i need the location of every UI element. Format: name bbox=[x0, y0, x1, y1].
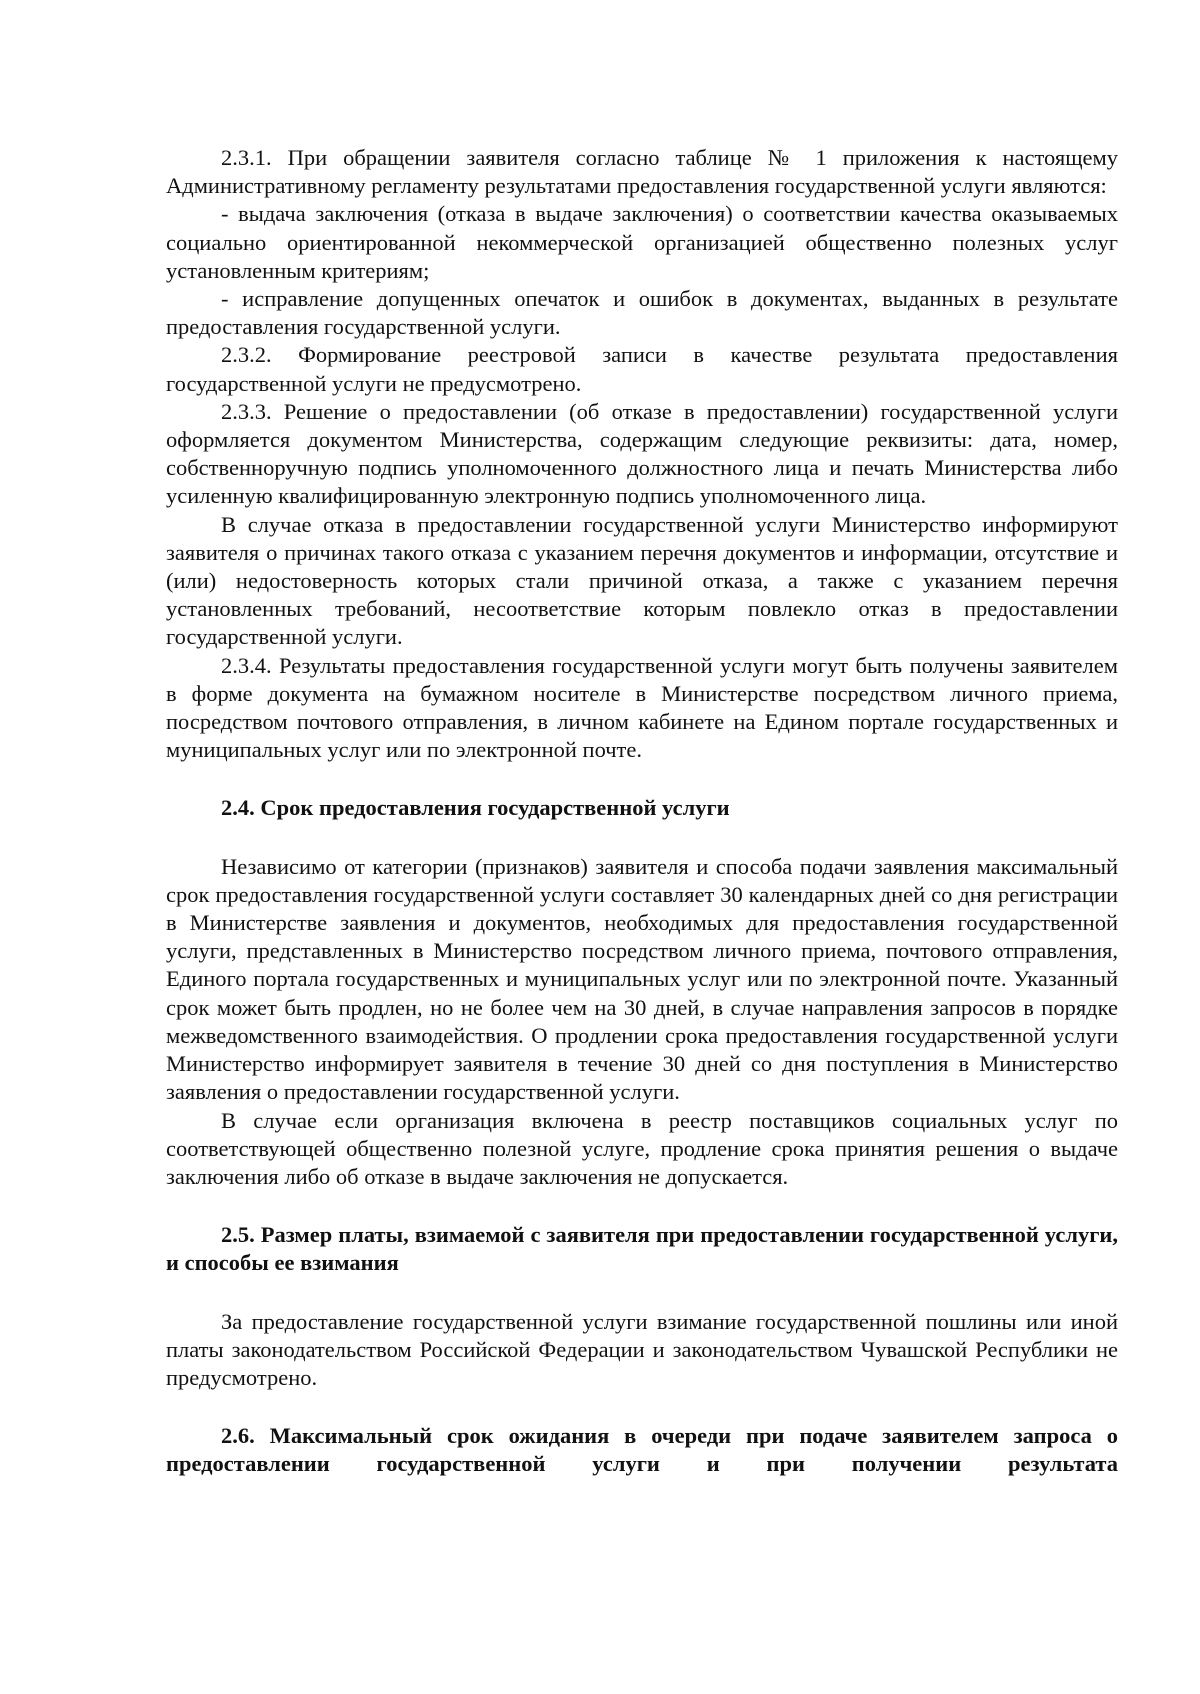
heading-2-6: 2.6. Максимальный срок ожидания в очереди при подаче заявителем запроса о предоставлении государственной услуги и при получении результата bbox=[166, 1423, 1118, 1477]
document-page bbox=[166, 144, 1118, 1479]
paragraph-refusal: В случае отказа в предоставлении государственной услуги Министерство информируют заявителя о причинах такого отказа с указанием перечня документов и информации, отсутствие и (или) недостоверность которых стали причиной отказа, а также с указанием перечня установленных требований, несоответствие которым повлекло отказ в предоставлении государственной услуги. bbox=[166, 511, 1118, 650]
heading-2-4: 2.4. Срок предоставления государственной услуги bbox=[221, 795, 730, 821]
heading-2-5: 2.5. Размер платы, взимаемой с заявителя при предоставлении государственной услуги, и способы ее взимания bbox=[166, 1222, 1118, 1276]
paragraph-result-corrections: - исправление допущенных опечаток и ошибок в документах, выданных в результате предоставления государственной услуги. bbox=[166, 286, 1118, 340]
paragraph-2-3-2: 2.3.2. Формирование реестровой записи в качестве результата предоставления государственной услуги не предусмотрено. bbox=[166, 342, 1118, 396]
paragraph-2-4-term: Независимо от категории (признаков) заявителя и способа подачи заявления максимальный срок предоставления государственной услуги составляет 30 календарных дней со дня регистрации в Министерстве заявления и документов, необходимых для предоставления государственной услуги, представленных в Министерство посредством личного приема, почтового отправления, Единого портала государственных и муниципальных услуг или по электронной почте. Указанный срок может быть продлен, но не более чем на 30 дней, в случае направления запросов в порядке межведомственного взаимодействия. О продлении срока предоставления государственной услуги Министерство информирует заявителя в течение 30 дней со дня поступления в Министерство заявления о предоставлении государственной услуги. bbox=[166, 853, 1118, 1105]
paragraph-2-3-1: 2.3.1. При обращении заявителя согласно таблице № 1 приложения к настоящему Административному регламенту результатами предоставления государственной услуги являются: bbox=[166, 145, 1118, 199]
paragraph-2-3-3: 2.3.3. Решение о предоставлении (об отказе в предоставлении) государственной услуги оформляется документом Министерства, содержащим следующие реквизиты: дата, номер, собственноручную подпись уполномоченного должностного лица и печать Министерства либо усиленную квалифицированную электронную подпись уполномоченного лица. bbox=[166, 398, 1118, 509]
paragraph-result-conclusion: - выдача заключения (отказа в выдаче заключения) о соответствии качества оказываемых социально ориентированной некоммерческой организацией общественно полезных услуг установленным критериям; bbox=[166, 201, 1118, 283]
paragraph-2-5-fee: За предоставление государственной услуги взимание государственной пошлины или иной платы законодательством Российской Федерации и законодательством Чувашской Республики не предусмотрено. bbox=[166, 1308, 1118, 1390]
paragraph-2-4-registry: В случае если организация включена в реестр поставщиков социальных услуг по соответствующей общественно полезной услуге, продление срока принятия решения о выдаче заключения либо об отказе в выдаче заключения не допускается. bbox=[166, 1107, 1118, 1189]
paragraph-2-3-4: 2.3.4. Результаты предоставления государственной услуги могут быть получены заявителем в форме документа на бумажном носителе в Министерстве посредством личного приема, посредством почтового отправления, в личном кабинете на Едином портале государственных и муниципальных услуг или по электронной почте. bbox=[166, 652, 1118, 763]
